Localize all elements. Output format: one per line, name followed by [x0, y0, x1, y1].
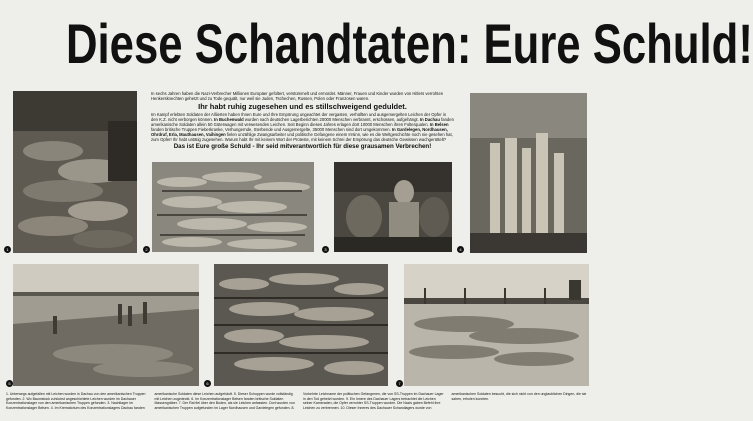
others-label: In Gardelegen, Nordhausen, Ohrdruf, Erla, Mauthausen, Vaihingen: [151, 127, 448, 137]
belsen-text: fanden britische Truppen Fieberkranke, Verhungernde, Sterbende und Ausgemergelte, 35000 Menschen sind dort umgekommen.: [151, 127, 391, 132]
photo-1: [13, 91, 137, 253]
buchenwald-label: In Buchenwald: [214, 117, 244, 122]
photo-number-4: 4: [457, 246, 464, 253]
dachau-text: fanden amerikanische Soldaten allein 50 Güterwagen mit verwesenden Leichen. Seit Beginn dieses Jahres erlagen dort 10000 Menschen ihren Folterqualen.: [151, 117, 454, 127]
others-text: fielen unzählige Zwangsarbeiter und politische Gefangene einem Irrsinn, wie es die Weltgeschichte noch nie gesehen hat, zum Opfer!: [151, 132, 453, 142]
photo-number-6: 6: [204, 380, 211, 387]
photo-5: [13, 264, 199, 386]
photo-number-3: 3: [322, 246, 329, 253]
buchenwald-text: wurden nach deutschen Lagerberichten 20000 Menschen verbrannt, erschossen, aufgehängt.: [244, 117, 419, 122]
photo-number-2: 2: [143, 246, 150, 253]
intro-text: In sechs Jahren haben die Nazi-Verbrecher Millionen Europäer gefoltert, verstümmelt und ermordet. Männer, Frauen und Kinder wurden von Hitlers verrohten Henkersknechten gehetzt und zu Tode gequält, nur weil sie Juden, Tschechen, Russen, Polen oder Franzosen waren.: [151, 91, 444, 101]
photo-7: [404, 264, 589, 386]
dachau-label: In Dachau: [419, 117, 440, 122]
photo-captions: 1. Unterwegs aufgefallen mit Leichen wurden in Dachau von den amerikanischen Truppen gefunden. 2. Wo Baumstock zuhöchst angeschichtete Leichen wurden im Dachauer Konzentrationslager von den amerikanischen Truppen gefunden. 3. Nachtlager im Konzentrationslager Belsen. 4. Im Krematorium des Konzentrationslagers Dachau fanden amerikanische Soldaten diese Leichen aufgehäuft. 5. Dieser Schuppen wurde vollständig mit Leichen zugedeckt. 6. Im Konzentrationslager Belsen fanden britische Soldaten Massengräber. 7. Der Rat fiel über den Boden, als sie Leichen anfassten. Dort wurden von amerikanischen Truppen aufgefunden im Lager Nordhausen und Gardelegen gefunden. 8. Vorkehrte Leichname der politischen Gefangenen, die von SS-Truppen im Dachauer Lager in den Tod gehetzt wurden. 9. Ein Innere des Dachauer Lagers betrachtet die Leichen seiner Kameraden, die Opfer verrohter SS-Truppen wurden. Die Nazis gaben Befehl ihre Leichen zu verbrennen. 10. Dieser Inneres des Dachauer Schandlagers wurde von amerikanischen Soldaten besucht, die sich nicht von den unglaublichen Dingen, die sie sahen, erholen konnten.: [6, 392, 587, 410]
photo-4: [470, 93, 587, 253]
photo-6: [214, 264, 388, 386]
belsen-label: In Belsen: [429, 122, 449, 127]
big-statement: Ihr habt ruhig zugesehen und es stillschweigend geduldet.: [198, 102, 407, 111]
photo-number-7: 7: [396, 380, 403, 387]
photo-2: [152, 162, 314, 252]
article-text: [151, 91, 454, 161]
photo-number-1: 1: [4, 246, 11, 253]
closing-statement: Das ist Eure große Schuld - Ihr seid mitverantwortlich für diese grausamen Verbrechen!: [173, 143, 432, 150]
photo-3: [334, 162, 452, 252]
photo-number-5: 5: [6, 380, 13, 387]
poster-headline: Diese Schandtaten: Eure Schuld!: [66, 12, 753, 75]
para-1: Im Kampf erlebten Soldaten der Alliierten haben Ihnen Eure und Ihre Empörung ungeachtet der vergasten, verhüllten und ausgemergelten Leichen der Opfer in den K.Z. nicht verborgen können.: [151, 112, 447, 122]
para-2: Ihr habt untätig zugesehen. Warum habt Ihr mit keinem Wort der Proteste, mit keinem Schrei der Empörung das deutsche Gewissen wachgerüttelt?: [172, 137, 447, 142]
